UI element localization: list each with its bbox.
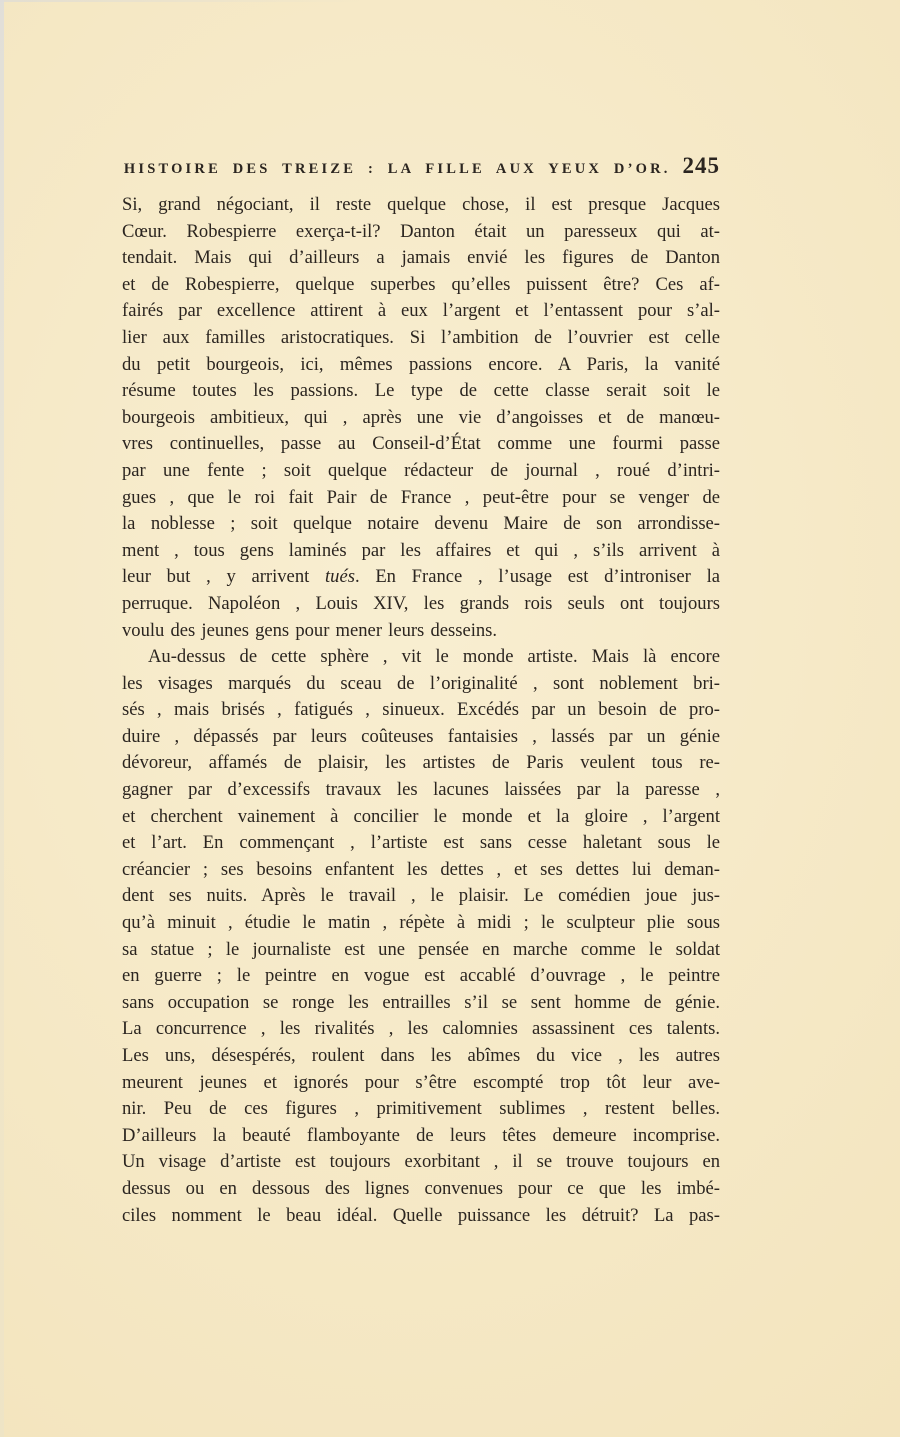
text-line: gagner par d’excessifs travaux les lacunes laissées par la paresse , bbox=[122, 779, 720, 801]
text-line: perruque. Napoléon , Louis XIV, les grands rois seuls ont toujours bbox=[122, 592, 720, 614]
text-line: lier aux familles aristocratiques. Si l’ambition de l’ouvrier est celle bbox=[122, 326, 720, 348]
running-title: HISTOIRE DES TREIZE : LA FILLE AUX YEUX D’OR. bbox=[123, 161, 671, 177]
text-line: Cœur. Robespierre exerça-t-il? Danton était un paresseux qui at- bbox=[122, 220, 720, 242]
text-line: les visages marqués du sceau de l’originalité , sont noblement bri- bbox=[122, 672, 720, 694]
text-line: et l’art. En commençant , l’artiste est sans cesse haletant sous le bbox=[122, 832, 720, 854]
text-line: et de Robespierre, quelque superbes qu’elles puissent être? Ces af- bbox=[122, 273, 720, 295]
text-line: meurent jeunes et ignorés pour s’être escompté trop tôt leur ave- bbox=[122, 1071, 720, 1093]
text-line: Les uns, désespérés, roulent dans les abîmes du vice , les autres bbox=[122, 1045, 720, 1066]
text-line: Si, grand négociant, il reste quelque chose, il est presque Jacques bbox=[122, 194, 720, 215]
text-line: et cherchent vainement à concilier le monde et la gloire , l’argent bbox=[122, 805, 720, 827]
text-line: duire , dépassés par leurs coûteuses fantaisies , lassés par un génie bbox=[122, 725, 720, 747]
text-line: dévoreur, affamés de plaisir, les artistes de Paris veulent tous re- bbox=[122, 752, 720, 774]
text-line: vres continuelles, passe au Conseil-d’État comme une fourmi passe bbox=[122, 433, 720, 455]
text-line: dessus ou en dessous des lignes convenues pour ce que les imbé- bbox=[122, 1177, 720, 1199]
text-line: Un visage d’artiste est toujours exorbitant , il se trouve toujours en bbox=[122, 1151, 720, 1173]
text-line: en guerre ; le peintre en vogue est accablé d’ouvrage , le peintre bbox=[122, 965, 720, 987]
text-line: créancier ; ses besoins enfantent les dettes , et ses dettes lui deman- bbox=[122, 858, 720, 880]
text-line: ment , tous gens laminés par les affaires et qui , s’ils arrivent à bbox=[122, 539, 720, 561]
text-line: résume toutes les passions. Le type de cette classe serait soit le bbox=[122, 380, 720, 402]
text-line: qu’à minuit , étudie le matin , répète à midi ; le sculpteur plie sous bbox=[122, 912, 720, 934]
text-line: D’ailleurs la beauté flamboyante de leurs têtes demeure incomprise. bbox=[122, 1124, 720, 1146]
text-line: ciles nomment le beau idéal. Quelle puissance les détruit? La pas- bbox=[122, 1204, 720, 1226]
text-line: leur but , y arrivent tués. En France , l’usage est d’introniser la bbox=[122, 566, 720, 588]
text-line: dent ses nuits. Après le travail , le plaisir. Le comédien joue jus- bbox=[122, 885, 720, 907]
scan-edge-left bbox=[0, 0, 4, 1437]
text-line: Au-dessus de cette sphère , vit le monde artiste. Mais là encore bbox=[148, 646, 720, 668]
text-line: bourgeois ambitieux, qui , après une vie d’angoisses et de manœu- bbox=[122, 406, 720, 428]
text-line: gues , que le roi fait Pair de France , peut-être pour se venger de bbox=[122, 486, 720, 508]
text-line: sans occupation se ronge les entrailles s’il se sent homme de génie. bbox=[122, 991, 720, 1013]
text-line: sa statue ; le journaliste est une pensée en marche comme le soldat bbox=[122, 938, 720, 960]
text-line: La concurrence , les rivalités , les calomnies assassinent ces talents. bbox=[122, 1018, 720, 1040]
text-line: fairés par excellence attirent à eux l’argent et l’entassent pour s’al- bbox=[122, 300, 720, 322]
text-line: la noblesse ; soit quelque notaire devenu Maire de son arrondisse- bbox=[122, 513, 720, 535]
scan-edge-top bbox=[0, 0, 900, 2]
text-line: tendait. Mais qui d’ailleurs a jamais envié les figures de Danton bbox=[122, 247, 720, 269]
text-line: du petit bourgeois, ici, mêmes passions encore. A Paris, la vanité bbox=[122, 353, 720, 375]
text-line: sés , mais brisés , fatigués , sinueux. Excédés par un besoin de pro- bbox=[122, 699, 720, 721]
page-number: 245 bbox=[682, 153, 720, 178]
text-line: voulu des jeunes gens pour mener leurs desseins. bbox=[122, 619, 498, 641]
page-header bbox=[122, 153, 720, 179]
body-text bbox=[122, 192, 720, 1229]
text-line: par une fente ; soit quelque rédacteur de journal , roué d’intri- bbox=[122, 459, 720, 481]
text-line: nir. Peu de ces figures , primitivement sublimes , restent belles. bbox=[122, 1098, 720, 1120]
